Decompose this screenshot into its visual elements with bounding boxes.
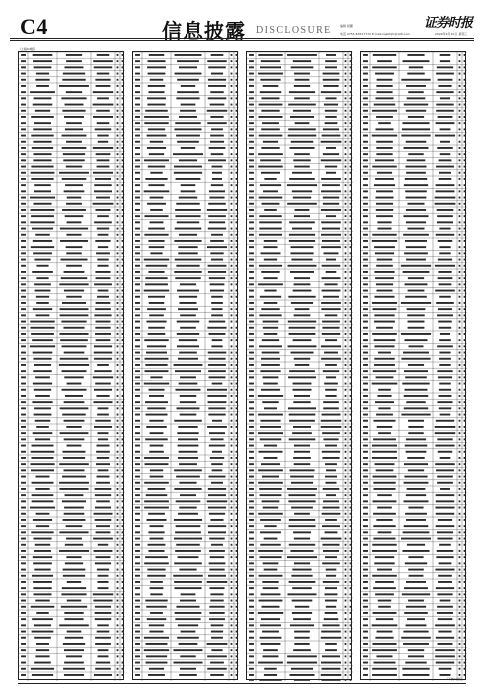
disclosure-columns bbox=[18, 46, 466, 682]
continuation-note: （上接C3版） bbox=[18, 47, 38, 51]
contact-line: 电话 0755-83517772 E-mail:zqsbfqh@126.com bbox=[340, 32, 411, 36]
fund-table-grid-3 bbox=[247, 52, 353, 681]
newspaper-logo: 证券时报 bbox=[424, 16, 473, 31]
page-number: C4 bbox=[20, 14, 48, 39]
fund-table-1 bbox=[18, 51, 124, 680]
date-line: 2020年6月10日 星期三 bbox=[435, 32, 468, 36]
fund-table-grid-4 bbox=[361, 52, 467, 681]
page-header bbox=[10, 14, 474, 48]
fund-table-3 bbox=[246, 51, 352, 680]
footer-rule bbox=[18, 683, 466, 684]
column-3 bbox=[246, 46, 352, 680]
header-rule bbox=[10, 38, 474, 39]
fund-table-4 bbox=[360, 51, 466, 680]
column-2 bbox=[132, 46, 238, 680]
editor-line: 编辑 程鹏 bbox=[340, 24, 353, 28]
header-rule-thin bbox=[10, 40, 474, 41]
fund-table-grid-2 bbox=[133, 52, 239, 681]
fund-table-2 bbox=[132, 51, 238, 680]
fund-table-grid-1 bbox=[19, 52, 125, 681]
section-title-english: DISCLOSURE bbox=[256, 25, 332, 36]
column-1 bbox=[18, 46, 124, 680]
continued-note: （下转C5版） bbox=[444, 677, 464, 681]
section-title: 信息披露 bbox=[162, 19, 246, 43]
column-4 bbox=[360, 46, 466, 680]
